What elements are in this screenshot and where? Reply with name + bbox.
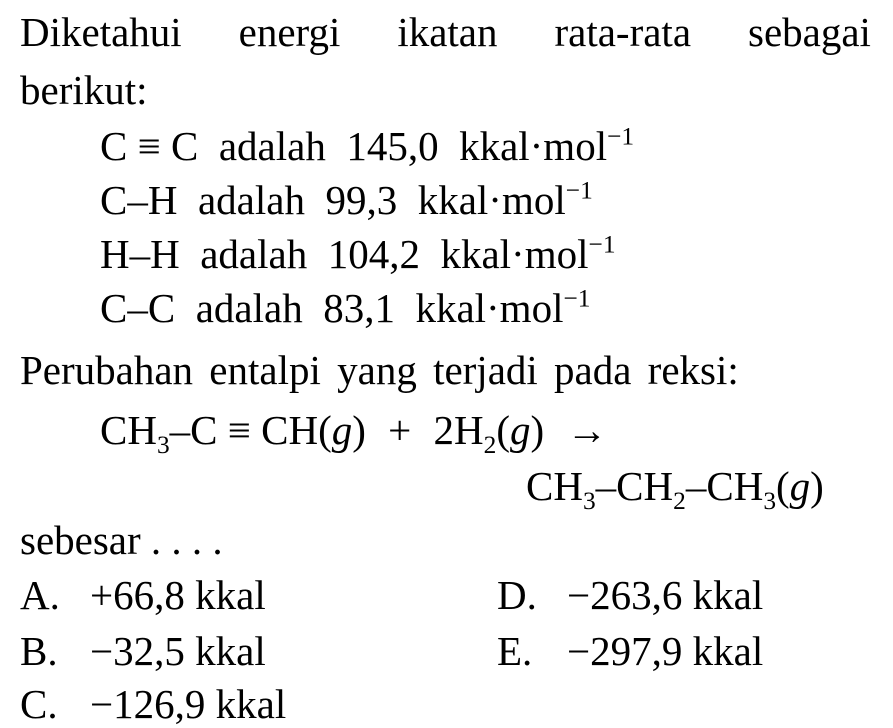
option-e[interactable]	[497, 628, 764, 674]
state-symbol: g	[789, 463, 811, 509]
option-value: +66,8 kkal	[90, 572, 266, 618]
bond-unit: kkal·mol	[440, 231, 589, 277]
bond-row	[100, 230, 616, 277]
formula-text: (	[496, 407, 510, 453]
bond-row	[100, 122, 635, 169]
bond-value: 83,1	[323, 285, 395, 331]
intro-word: sebagai	[748, 9, 871, 55]
question-text: Perubahan entalpi yang terjadi pada reksi:	[20, 347, 739, 393]
formula-text: CH	[526, 463, 583, 509]
bond-exponent: −1	[588, 230, 616, 259]
bond-unit: kkal·mol	[459, 123, 608, 169]
bond-unit: kkal·mol	[415, 285, 564, 331]
formula-text: (	[776, 463, 790, 509]
bond-value: 99,3	[325, 177, 398, 223]
option-letter: C.	[20, 681, 58, 727]
option-b[interactable]	[20, 628, 266, 674]
plus-sign: +	[388, 407, 412, 453]
bond-value: 104,2	[327, 231, 420, 277]
bond-exponent: −1	[563, 284, 591, 313]
option-a[interactable]	[20, 572, 266, 618]
formula-text: )	[810, 463, 824, 509]
option-letter: D.	[497, 572, 537, 618]
bond-exponent: −1	[565, 176, 593, 205]
option-value: −32,5 kkal	[90, 628, 266, 674]
formula-text: –C ≡ CH(	[169, 407, 332, 453]
sebesar-text: sebesar . . . .	[20, 517, 223, 563]
bond-unit: kkal·mol	[417, 177, 566, 223]
formula-text: –CH	[685, 463, 764, 509]
formula-subscript: 2	[673, 486, 686, 515]
option-value: −297,9 kkal	[567, 628, 764, 674]
option-letter: E.	[497, 628, 533, 674]
formula-subscript: 3	[156, 430, 170, 459]
bond-name: C–H	[100, 177, 178, 223]
bond-name: H–H	[100, 231, 180, 277]
intro-line-2: berikut:	[20, 67, 148, 113]
reaction-reactants	[100, 407, 608, 459]
formula-text: CH	[100, 407, 157, 453]
bond-name: C ≡ C	[100, 123, 199, 169]
reaction-arrow-icon: →	[566, 407, 608, 453]
bond-word: adalah	[218, 123, 326, 169]
bond-word: adalah	[197, 177, 305, 223]
formula-subscript: 3	[582, 486, 596, 515]
bond-word: adalah	[200, 231, 308, 277]
formula-text: –CH	[595, 463, 674, 509]
reaction-product	[526, 463, 824, 515]
option-d[interactable]	[497, 572, 764, 618]
formula-subscript: 3	[763, 486, 777, 515]
bond-exponent: −1	[607, 122, 635, 151]
formula-text: )	[352, 407, 366, 453]
state-symbol: g	[510, 407, 531, 453]
option-letter: A.	[20, 572, 60, 618]
bond-name: C–C	[100, 285, 176, 331]
intro-word: ikatan	[397, 9, 498, 55]
intro-line-1	[20, 9, 871, 55]
formula-text: 2H	[433, 407, 484, 453]
intro-word: energi	[238, 9, 341, 55]
bond-row	[100, 284, 591, 331]
bond-row	[100, 176, 593, 223]
option-c[interactable]	[20, 681, 287, 727]
bond-word: adalah	[195, 285, 303, 331]
intro-word: Diketahui	[20, 9, 182, 55]
option-value: −126,9 kkal	[90, 681, 287, 727]
intro-word: rata-rata	[554, 9, 692, 55]
state-symbol: g	[331, 407, 353, 453]
option-value: −263,6 kkal	[567, 572, 764, 618]
option-letter: B.	[20, 628, 58, 674]
formula-subscript: 2	[483, 430, 497, 459]
formula-text: )	[530, 407, 545, 453]
bond-value: 145,0	[346, 123, 439, 169]
